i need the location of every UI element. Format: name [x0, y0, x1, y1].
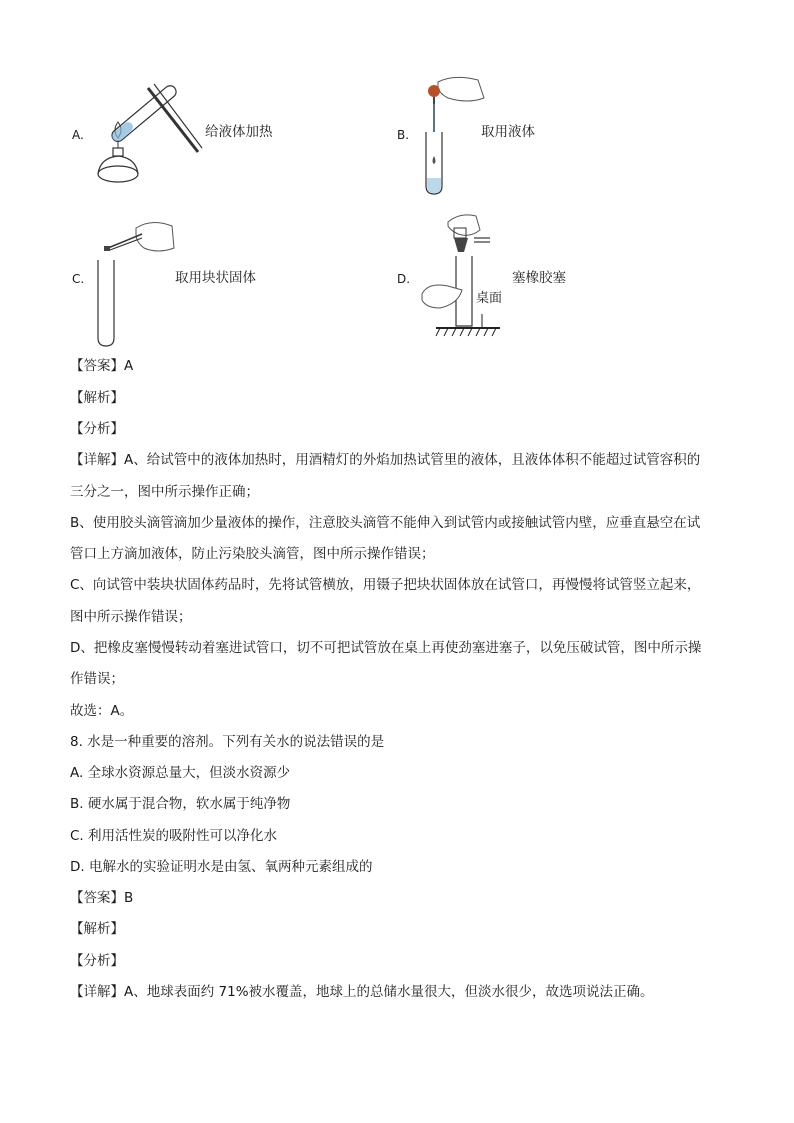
detail7-line-7: 作错误； — [70, 671, 124, 687]
option-d-letter: D. — [397, 272, 411, 286]
detail7-tag: 【详解】 — [70, 452, 124, 468]
option-a-letter: A. — [72, 128, 84, 142]
option-c-letter: C. — [72, 272, 85, 286]
alcohol-lamp-heating-figure — [90, 78, 210, 190]
question8-option-c: C. 利用活性炭的吸附性可以净化水 — [70, 828, 278, 844]
analysis8-tag: 【解析】 — [70, 921, 124, 937]
question8-stem: 8. 水是一种重要的溶剂。下列有关水的说法错误的是 — [70, 734, 385, 750]
detail7-line-6: D、把橡皮塞慢慢转动着塞进试管口，切不可把试管放在桌上再使劲塞进塞子，以免压破试管，图中所示操 — [70, 640, 702, 656]
detail8-line-0: 【详解】A、地球表面约 71%被水覆盖，地球上的总储水量很大，但淡水很少，故选项说法正确。 — [70, 984, 654, 1000]
detail8-tag: 【详解】 — [70, 984, 124, 1000]
desk-label: 桌面 — [476, 291, 503, 306]
analysis7-tag: 【解析】 — [70, 390, 124, 406]
question8-option-d: D. 电解水的实验证明水是由氢、氧两种元素组成的 — [70, 859, 373, 875]
option-c-caption: 取用块状固体 — [175, 270, 256, 286]
option-b-letter: B. — [397, 128, 410, 142]
question8-option-a: A. 全球水资源总量大，但淡水资源少 — [70, 765, 291, 781]
detail7-line-3: 管口上方滴加液体，防止污染胶头滴管，图中所示操作错误； — [70, 546, 435, 562]
detail7-line-8: 故选：A。 — [70, 703, 134, 719]
rubber-stopper-figure — [418, 208, 514, 342]
detail7-line-4: C、向试管中装块状固体药品时，先将试管横放，用镊子把块状固体放在试管口，再慢慢将试管竖立起来， — [70, 577, 701, 593]
answer8-value: B — [124, 890, 134, 906]
option-b-caption: 取用液体 — [481, 124, 535, 140]
option-a-caption: 给液体加热 — [205, 124, 273, 140]
option-d-caption: 塞橡胶塞 — [512, 270, 566, 286]
tweezers-solid-figure — [96, 208, 176, 348]
answer7-value: A — [124, 358, 134, 374]
dropper-liquid-figure — [418, 74, 488, 196]
answer8-row — [70, 892, 133, 906]
fenxi7-tag: 【分析】 — [70, 421, 124, 437]
detail7-line-0: 【详解】A、给试管中的液体加热时，用酒精灯的外焰加热试管里的液体，且液体体积不能超过试管容积的 — [70, 452, 701, 468]
detail7-line-2: B、使用胶头滴管滴加少量液体的操作，注意胶头滴管不能伸入到试管内或接触试管内壁，应垂直悬空在试 — [70, 515, 701, 531]
answer8-tag: 【答案】 — [70, 890, 124, 906]
answer7-tag: 【答案】 — [70, 358, 124, 374]
detail7-line-5: 图中所示操作错误； — [70, 609, 192, 625]
fenxi8-tag: 【分析】 — [70, 953, 124, 969]
detail7-line-1: 三分之一，图中所示操作正确； — [70, 484, 259, 500]
question8-option-b: B. 硬水属于混合物，软水属于纯净物 — [70, 796, 291, 812]
answer7-row — [70, 360, 133, 374]
